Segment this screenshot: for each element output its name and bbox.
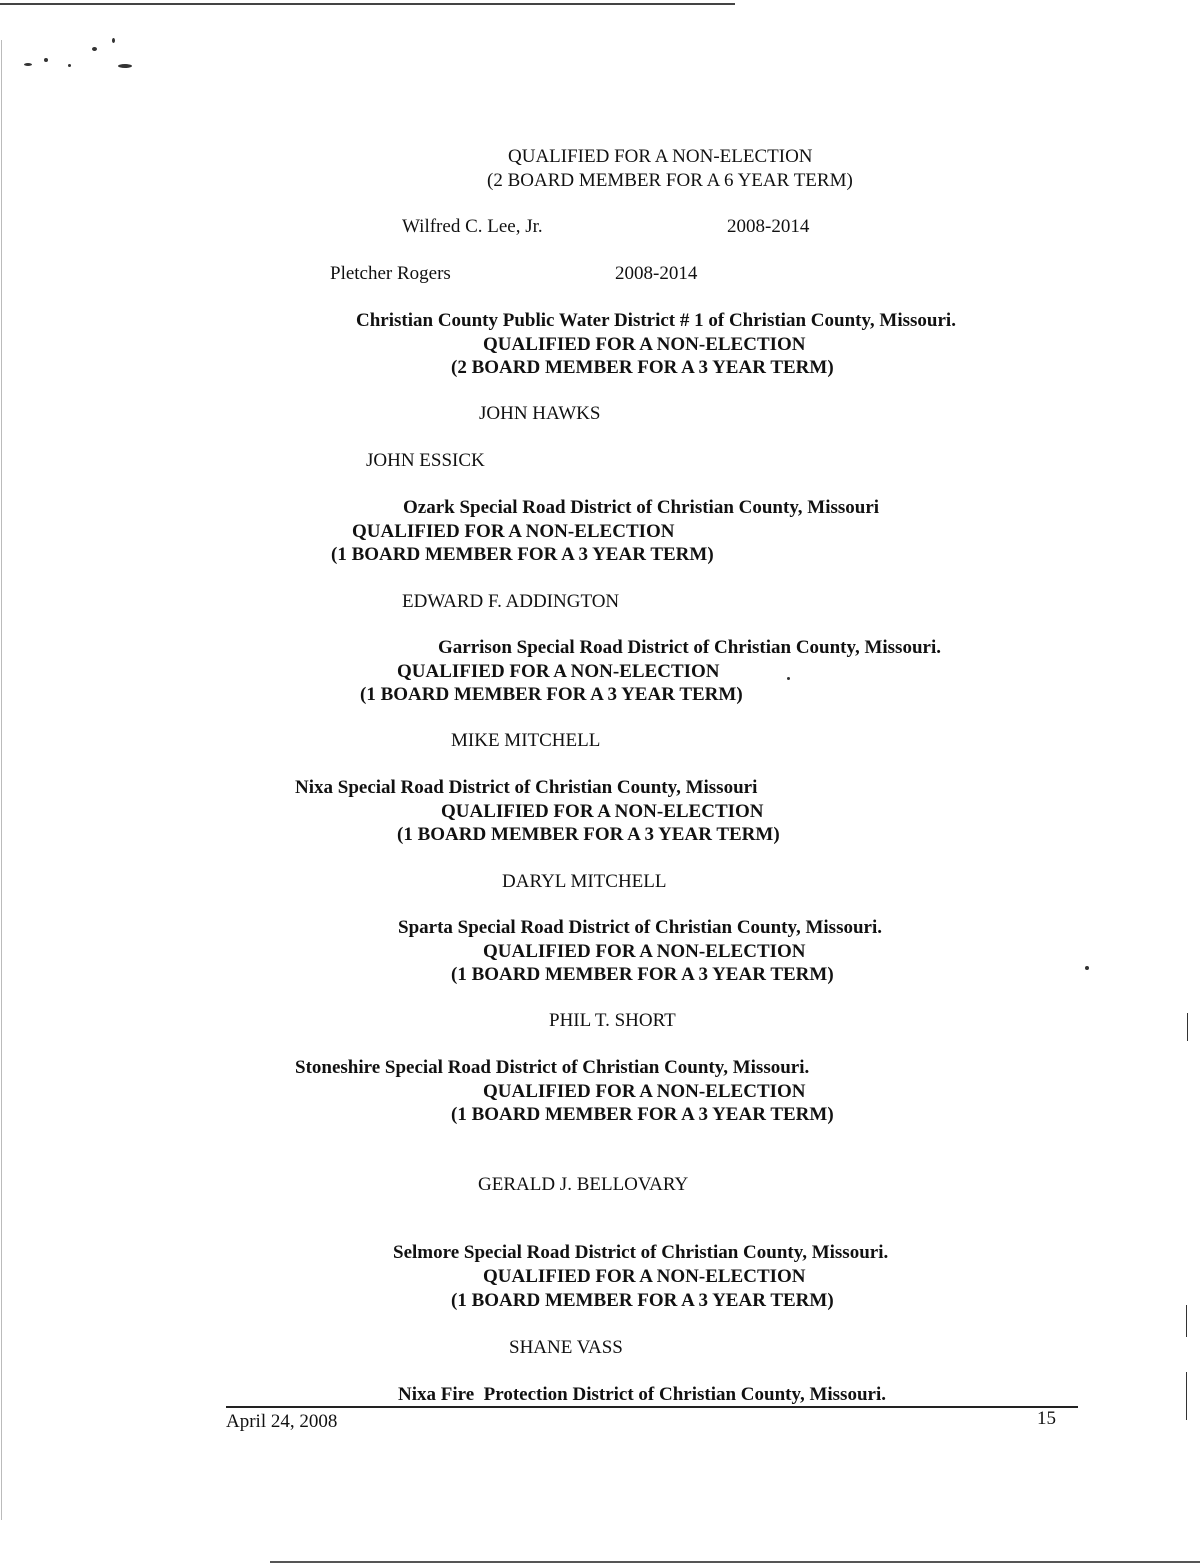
candidate-term: 2008-2014 (727, 216, 810, 237)
seats-heading: (2 BOARD MEMBER FOR A 6 YEAR TERM) (487, 170, 853, 191)
scan-speck (92, 47, 97, 51)
right-scan-mark (1186, 1372, 1187, 1420)
scan-speck (1085, 966, 1089, 970)
candidate-name: JOHN HAWKS (479, 403, 601, 424)
candidate-name: DARYL MITCHELL (502, 871, 667, 892)
candidate-name: EDWARD F. ADDINGTON (402, 591, 620, 612)
top-scan-line (0, 3, 735, 5)
candidate-name: Pletcher Rogers (330, 263, 451, 284)
candidate-name: GERALD J. BELLOVARY (478, 1174, 689, 1195)
district-heading: Nixa Fire Protection District of Christian County, Missouri. (398, 1384, 886, 1405)
scan-speck (68, 64, 71, 67)
candidate-term: 2008-2014 (615, 263, 698, 284)
candidate-name: Wilfred C. Lee, Jr. (402, 216, 543, 237)
scan-speck (118, 64, 132, 68)
seats-heading: (1 BOARD MEMBER FOR A 3 YEAR TERM) (331, 544, 714, 565)
scan-speck (787, 677, 790, 680)
bottom-scan-line (270, 1561, 1200, 1563)
right-scan-mark (1187, 1013, 1188, 1041)
district-heading: Garrison Special Road District of Christian County, Missouri. (438, 637, 941, 658)
district-heading: Stoneshire Special Road District of Christian County, Missouri. (295, 1057, 810, 1078)
footer-date: April 24, 2008 (226, 1411, 338, 1432)
status-heading: QUALIFIED FOR A NON-ELECTION (397, 661, 720, 682)
status-heading: QUALIFIED FOR A NON-ELECTION (483, 941, 806, 962)
status-heading: QUALIFIED FOR A NON-ELECTION (441, 801, 764, 822)
district-heading: Nixa Special Road District of Christian County, Missouri (295, 777, 758, 798)
scan-speck (24, 63, 32, 66)
status-heading: QUALIFIED FOR A NON-ELECTION (352, 521, 675, 542)
status-heading: QUALIFIED FOR A NON-ELECTION (483, 334, 806, 355)
district-heading: Christian County Public Water District # 1 of Christian County, Missouri. (356, 310, 956, 331)
seats-heading: (1 BOARD MEMBER FOR A 3 YEAR TERM) (451, 1104, 834, 1125)
district-heading: Sparta Special Road District of Christian County, Missouri. (398, 917, 882, 938)
candidate-name: SHANE VASS (509, 1337, 623, 1358)
seats-heading: (1 BOARD MEMBER FOR A 3 YEAR TERM) (451, 1290, 834, 1311)
district-heading: Ozark Special Road District of Christian County, Missouri (403, 497, 880, 518)
candidate-name: MIKE MITCHELL (451, 730, 601, 751)
page-number: 15 (1037, 1408, 1056, 1429)
seats-heading: (1 BOARD MEMBER FOR A 3 YEAR TERM) (360, 684, 743, 705)
left-scan-edge (1, 40, 2, 1520)
status-heading: QUALIFIED FOR A NON-ELECTION (483, 1266, 806, 1287)
district-heading: Selmore Special Road District of Christian County, Missouri. (393, 1242, 889, 1263)
seats-heading: (2 BOARD MEMBER FOR A 3 YEAR TERM) (451, 357, 834, 378)
status-heading: QUALIFIED FOR A NON-ELECTION (483, 1081, 806, 1102)
candidate-name: PHIL T. SHORT (549, 1010, 676, 1031)
right-scan-mark (1186, 1305, 1187, 1337)
candidate-name: JOHN ESSICK (366, 450, 485, 471)
scan-speck (44, 58, 48, 62)
seats-heading: (1 BOARD MEMBER FOR A 3 YEAR TERM) (451, 964, 834, 985)
seats-heading: (1 BOARD MEMBER FOR A 3 YEAR TERM) (397, 824, 780, 845)
status-heading: QUALIFIED FOR A NON-ELECTION (508, 146, 813, 167)
scan-speck (112, 38, 115, 43)
footer-rule (226, 1406, 1078, 1408)
